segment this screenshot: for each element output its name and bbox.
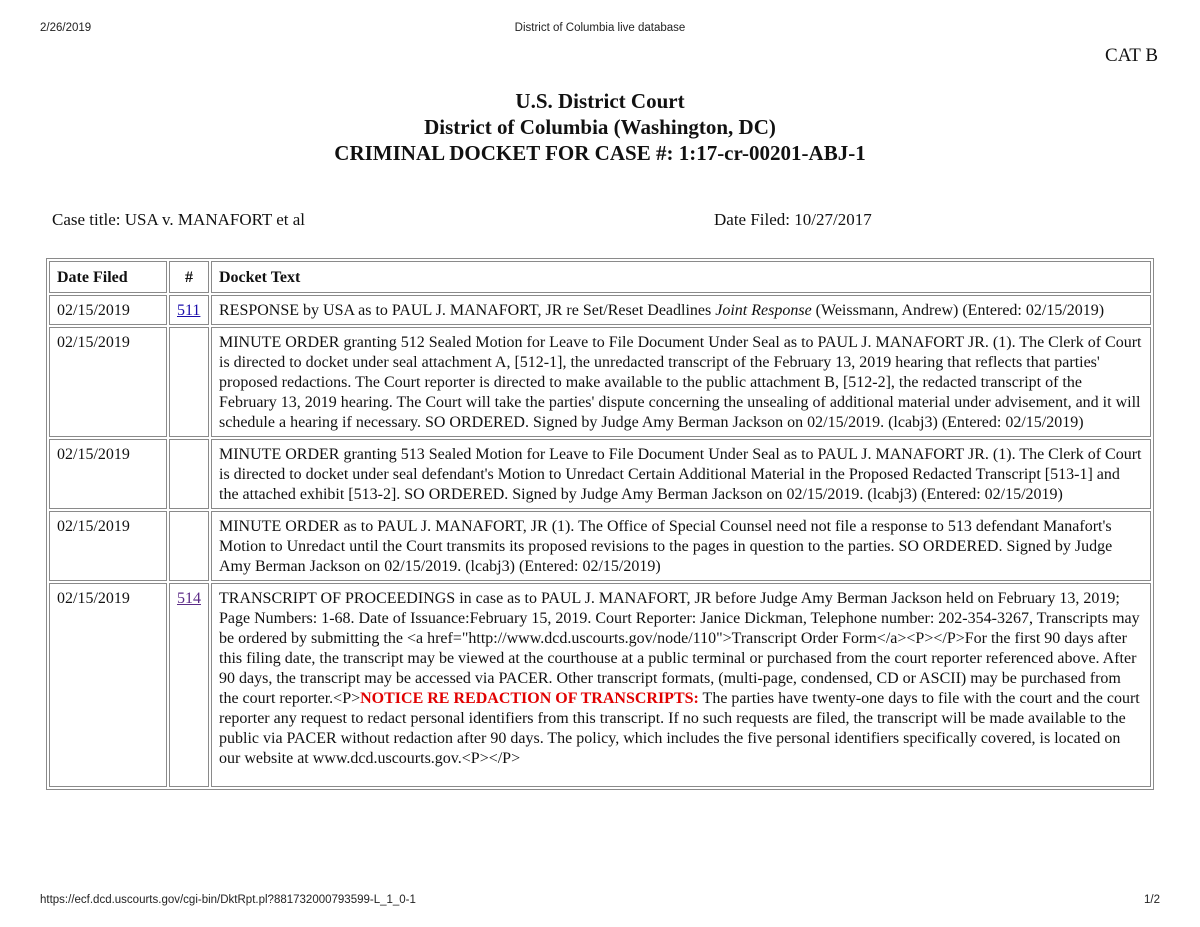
row-docket-text bbox=[211, 583, 1151, 787]
row-docket-text: MINUTE ORDER as to PAUL J. MANAFORT, JR (1). The Office of Special Counsel need not file a response to 513 defendant Manafort's Motion to Unredact until the Court transmits its proposed revisions to the pages in question to the parties. SO ORDERED. Signed by Judge Amy Berman Jackson on 02/15/2019. (lcabj3) (Entered: 02/15/2019) bbox=[211, 511, 1151, 581]
redaction-notice: NOTICE RE REDACTION OF TRANSCRIPTS: bbox=[360, 690, 699, 707]
header-docket-text: Docket Text bbox=[211, 261, 1151, 293]
table-row bbox=[49, 511, 1151, 581]
row-number-cell bbox=[169, 439, 209, 509]
category-label: CAT B bbox=[1105, 45, 1158, 66]
docket-table bbox=[46, 258, 1154, 790]
document-514-link[interactable]: 514 bbox=[177, 590, 201, 607]
court-name: U.S. District Court bbox=[515, 89, 685, 113]
row-date: 02/15/2019 bbox=[49, 327, 167, 437]
page-number: 1/2 bbox=[1144, 894, 1160, 906]
row-date: 02/15/2019 bbox=[49, 583, 167, 787]
docket-text: TRANSCRIPT OF PROCEEDINGS in case as to PAUL J. MANAFORT, JR before Judge Amy Berman Jackson held on February 13, 2019; Page Numbers: 1-68. Date of Issuance:February 15, 2019. Court Reporter: Janice Dickman, Telephone number: 202-354-3267, Transcripts may be ordered by submitting the <a href="http://www.dcd.uscourts.gov/node/110">Transcript Order Form</a><P></P>For the first 90 days after this filing date, the transcript may be viewed at the courthouse at a public terminal or purchased from the court reporter referenced above. After 90 days, the transcript may be accessed via PACER. Other transcript formats, (multi-page, condensed, CD or ASCII) may be purchased from the court reporter.<P> bbox=[219, 590, 1140, 707]
row-number-cell bbox=[169, 295, 209, 325]
row-docket-text: MINUTE ORDER granting 512 Sealed Motion for Leave to File Document Under Seal as to PAUL J. MANAFORT JR. (1). The Clerk of Court is directed to docket under seal attachment A, [512-1], the unredacted transcript of the February 13, 2019 hearing that reflects that parties' proposed redactions. The Court reporter is directed to make available to the public attachment B, [512-2], the redacted transcript of the February 13, 2019 hearing. The Court will take the parties' dispute concerning the unsealing of additional material under advisement, and it will schedule a hearing if necessary. SO ORDERED. Signed by Judge Amy Berman Jackson on 02/15/2019. (lcabj3) (Entered: 02/15/2019) bbox=[211, 327, 1151, 437]
table-row bbox=[49, 295, 1151, 325]
document-511-link[interactable]: 511 bbox=[177, 302, 201, 319]
row-date: 02/15/2019 bbox=[49, 439, 167, 509]
table-header-row bbox=[49, 261, 1151, 293]
row-date: 02/15/2019 bbox=[49, 295, 167, 325]
row-number-cell bbox=[169, 583, 209, 787]
table-row bbox=[49, 327, 1151, 437]
table-row bbox=[49, 583, 1151, 787]
table-row bbox=[49, 439, 1151, 509]
docket-text: RESPONSE by USA as to PAUL J. MANAFORT, JR re Set/Reset Deadlines bbox=[219, 302, 716, 319]
header-date-filed: Date Filed bbox=[49, 261, 167, 293]
docket-text: (Weissmann, Andrew) (Entered: 02/15/2019) bbox=[811, 302, 1105, 319]
header-number: # bbox=[169, 261, 209, 293]
docket-case-number: CRIMINAL DOCKET FOR CASE #: 1:17-cr-00201-ABJ-1 bbox=[334, 141, 866, 165]
row-docket-text: MINUTE ORDER granting 513 Sealed Motion for Leave to File Document Under Seal as to PAUL J. MANAFORT JR. (1). The Clerk of Court is directed to docket under seal defendant's Motion to Unredact Certain Additional Material in the Proposed Redacted Transcript [513-1] and the attached exhibit [513-2]. SO ORDERED. Signed by Judge Amy Berman Jackson on 02/15/2019. (lcabj3) (Entered: 02/15/2019) bbox=[211, 439, 1151, 509]
docket-text-italic: Joint Response bbox=[715, 302, 812, 319]
court-heading bbox=[0, 88, 1200, 166]
row-number-cell bbox=[169, 327, 209, 437]
court-district: District of Columbia (Washington, DC) bbox=[424, 115, 776, 139]
print-title: District of Columbia live database bbox=[514, 22, 686, 34]
case-date-filed: Date Filed: 10/27/2017 bbox=[714, 210, 872, 229]
print-header bbox=[40, 22, 1160, 38]
row-docket-text bbox=[211, 295, 1151, 325]
case-meta bbox=[52, 210, 1160, 230]
print-date: 2/26/2019 bbox=[40, 22, 92, 34]
case-title: Case title: USA v. MANAFORT et al bbox=[52, 210, 306, 229]
row-number-cell bbox=[169, 511, 209, 581]
docket-text: The parties have twenty-one days to file with the court and the court reporter any request to redact personal identifiers from this transcript. If no such requests are filed, the transcript will be made available to the public via PACER without redaction after 90 days. The policy, which includes the five personal identifiers specifically covered, is located on our website at www.dcd.uscourts.gov.<P></P> bbox=[219, 690, 1140, 767]
row-date: 02/15/2019 bbox=[49, 511, 167, 581]
page-url: https://ecf.dcd.uscourts.gov/cgi-bin/DktRpt.pl?881732000793599-L_1_0-1 bbox=[40, 894, 416, 906]
print-footer bbox=[40, 894, 1160, 910]
